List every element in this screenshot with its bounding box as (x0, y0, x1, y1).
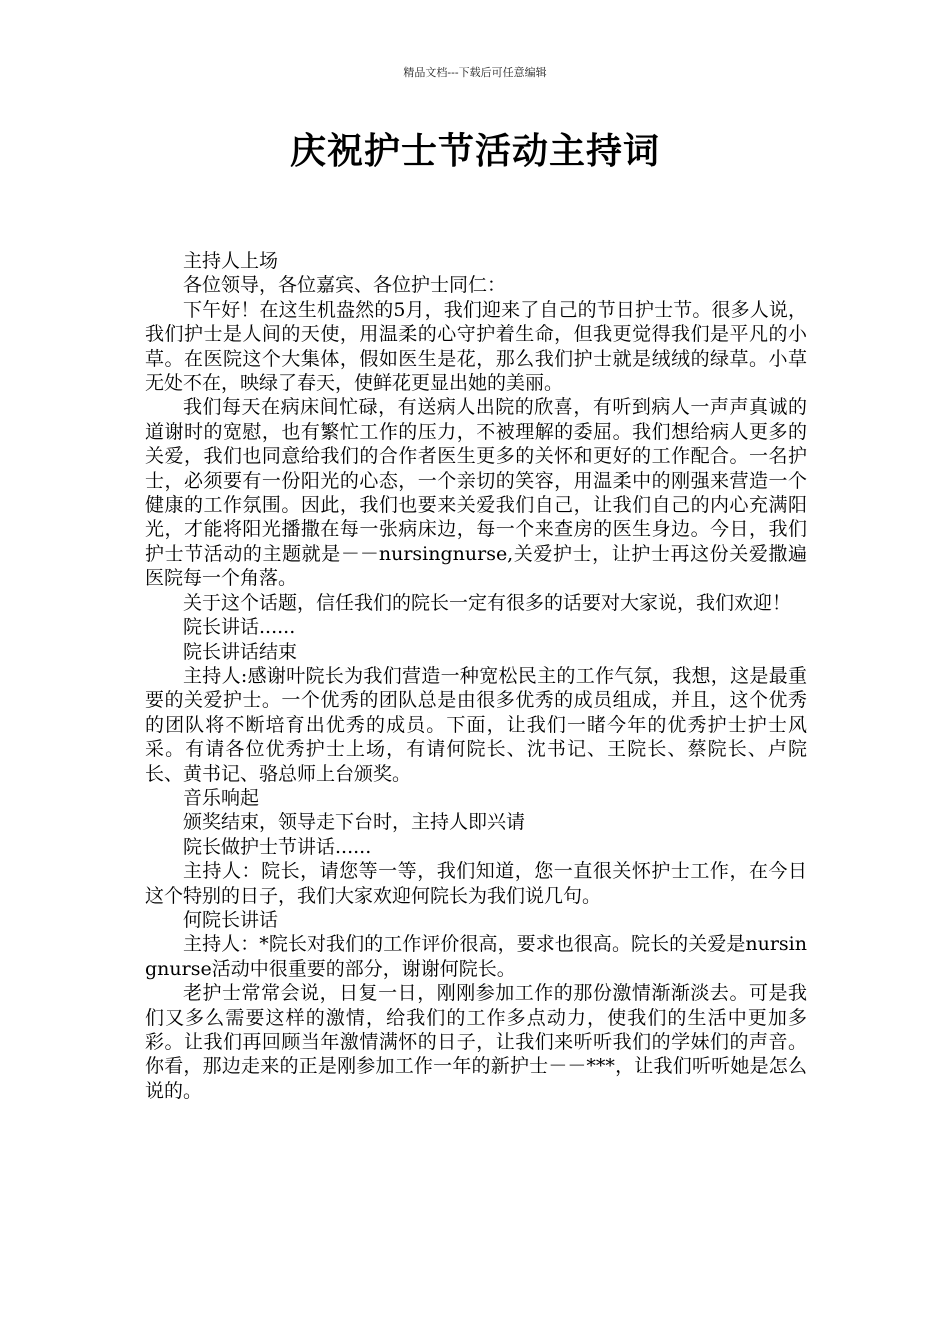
paragraph-president-speech: 院长讲话...... (183, 616, 296, 639)
document-body (145, 249, 807, 1103)
paragraph-new-nurse: 老护士常常会说，日复一日，刚刚参加工作的那份激情渐渐淡去。可是我们又多么需要这样的激情，给我们的工作多点动力，使我们的生活中更加多彩。让我们再回顾当年激情满怀的日子，让我们来听听我们的学妹们的声音。你看，那边走来的正是刚参加工作一年的新护士－－***，让我们听听她是怎么说的。 (145, 982, 807, 1102)
paragraph-award-intro: 主持人:感谢叶院长为我们营造一种宽松民主的工作气氛，我想，这是最重要的关爱护士。一个优秀的团队总是由很多优秀的成员组成，并且，这个优秀的团队将不断培育出优秀的成员。下面，让我们一睹今年的优秀护士护士风采。有请各位优秀护士上场，有请何院长、沈书记、王院长、蔡院长、卢院长、黄书记、骆总师上台颁奖。 (145, 664, 807, 785)
paragraph-he-speech: 何院长讲话 (183, 908, 279, 931)
paragraph-daily-work: 我们每天在病床间忙碌，有送病人出院的欣喜，有听到病人一声声真诚的道谢时的宽慰，也有繁忙工作的压力，不被理解的委屈。我们想给病人更多的关爱，我们也同意给我们的合作者医生更多的关怀和更好的工作配合。一名护士，必须要有一份阳光的心态，一个亲切的笑容，用温柔中的刚强来营造一个健康的工作氛围。因此，我们也要来关爱我们自己，让我们自己的内心充满阳光，才能将阳光播撒在每一张病床边，每一个来查房的医生身边。今日，我们护士节活动的主题就是－－nursingnurse,关爱护士，让护士再这份关爱撒遍医院每一个角落。 (145, 396, 807, 590)
paragraph-host-thanks: 主持人：*院长对我们的工作评价很高，要求也很高。院长的关爱是nursingnurse活动中很重要的部分，谢谢何院长。 (145, 933, 807, 980)
paragraph-invite-president: 关于这个话题，信任我们的院长一定有很多的话要对大家说，我们欢迎！ (183, 591, 792, 614)
paragraph-award-ends: 颁奖结束，领导走下台时，主持人即兴请 (183, 811, 526, 834)
paragraph-host-request: 主持人：院长，请您等一等，我们知道，您一直很关怀护士工作，在今日这个特别的日子，我们大家欢迎何院长为我们说几句。 (145, 860, 807, 907)
paragraph-nurses-day-speech: 院长做护士节讲话...... (183, 835, 372, 858)
paragraph-host-enters: 主持人上场 (183, 250, 279, 272)
paragraph-greeting: 各位领导，各位嘉宾、各位护士同仁： (183, 274, 507, 297)
document-title: 庆祝护士节活动主持词 (289, 131, 660, 172)
page-header-note: 精品文档---下载后可任意编辑 (403, 66, 547, 79)
paragraph-opening: 下午好！在这生机盎然的5月，我们迎来了自己的节日护士节。很多人说，我们护士是人间的天使，用温柔的心守护着生命，但我更觉得我们是平凡的小草。在医院这个大集体，假如医生是花，那么我们护士就是绒绒的绿草。小草无处不在，映绿了春天，使鲜花更显出她的美丽。 (145, 298, 807, 395)
paragraph-music: 音乐响起 (183, 786, 260, 809)
paragraph-speech-ends: 院长讲话结束 (183, 640, 298, 663)
